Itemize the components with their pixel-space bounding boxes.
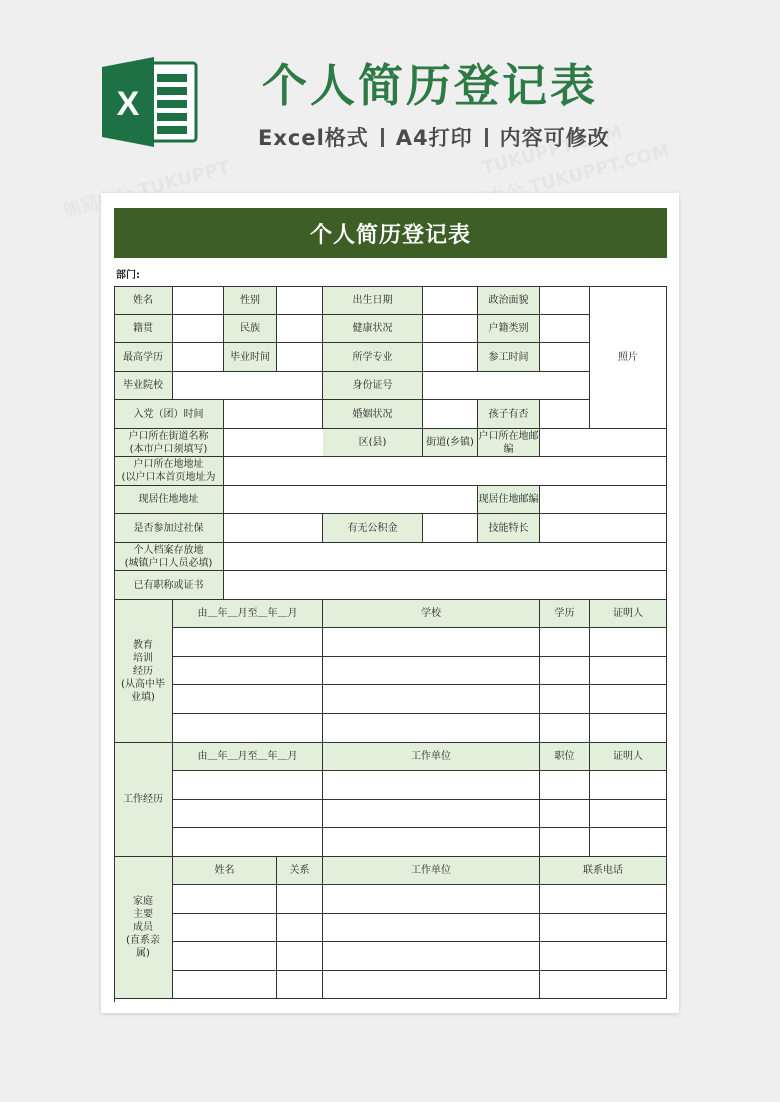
label-hukou-street: [114, 429, 224, 457]
label-health-text: 健康状况: [352, 323, 393, 334]
education-row-cell[interactable]: [323, 657, 540, 685]
input-hukou-address[interactable]: [224, 457, 667, 486]
education-row-cell[interactable]: [590, 685, 667, 714]
education-row-cell[interactable]: [173, 628, 323, 657]
input-political-status[interactable]: [540, 286, 590, 315]
family-row-cell[interactable]: [277, 942, 323, 971]
department-label: 部门:: [116, 270, 140, 281]
family-header: [277, 857, 323, 885]
work-header: [540, 743, 590, 771]
label-skills-text: 技能特长: [488, 522, 529, 534]
work-header-text: 由＿年＿月至＿年＿月: [197, 751, 298, 762]
label-marital: [323, 400, 423, 429]
label-political-status: [478, 286, 540, 315]
education-header-text: 学历: [554, 608, 575, 619]
family-section-label: [114, 857, 173, 999]
label-current-zip-text: 现居住地邮编: [478, 494, 539, 505]
label-children: [478, 400, 540, 429]
label-hukou-zip: [478, 429, 540, 457]
work-header-text: 工作单位: [411, 751, 451, 762]
label-major: [323, 343, 423, 372]
label-name: [114, 286, 173, 315]
work-header-text: 职位: [554, 751, 575, 762]
label-housing-fund: [323, 514, 423, 543]
family-header-text: 姓名: [214, 865, 235, 876]
work-row-cell[interactable]: [173, 828, 323, 857]
education-section-label-text: 教育 培训 经历 (从高中毕 业填): [121, 639, 165, 703]
input-birth-date[interactable]: [423, 286, 478, 315]
label-education-text: 最高学历: [123, 351, 163, 363]
input-id-number[interactable]: [423, 372, 590, 400]
label-major-text: 所学专业: [352, 351, 393, 363]
label-archive: [114, 543, 224, 571]
label-social-security: [114, 514, 224, 543]
label-birth-date: [323, 286, 423, 315]
education-row-cell[interactable]: [173, 685, 323, 714]
education-section-label: [114, 600, 173, 743]
separator: [381, 128, 384, 147]
family-row-cell[interactable]: [173, 885, 277, 914]
input-native-place[interactable]: [173, 315, 224, 343]
education-row-cell[interactable]: [590, 628, 667, 657]
education-header: [173, 600, 323, 628]
family-row-cell[interactable]: [540, 942, 667, 971]
family-row-cell[interactable]: [323, 885, 540, 914]
work-row-cell[interactable]: [540, 771, 590, 800]
input-graduation-time[interactable]: [277, 343, 323, 372]
label-hukou-address: [114, 457, 224, 486]
label-birth-date-text: 出生日期: [352, 294, 393, 306]
label-hukou-address-text: 户口所在地地址 (以户口本首页地址为: [121, 459, 216, 483]
label-street: [423, 429, 478, 457]
label-district: [323, 429, 423, 457]
label-current-zip: [478, 486, 540, 514]
family-header-text: 工作单位: [411, 865, 451, 876]
work-row-cell[interactable]: [323, 828, 540, 857]
work-section-label-text: 工作经历: [123, 794, 163, 805]
svg-text:X: X: [116, 85, 140, 123]
education-header-text: 由＿年＿月至＿年＿月: [197, 608, 298, 619]
input-current-zip[interactable]: [540, 486, 667, 514]
label-title-cert: [114, 571, 224, 600]
label-work-start-text: 参工时间: [488, 351, 529, 363]
family-header: [323, 857, 540, 885]
family-row-cell[interactable]: [173, 971, 277, 999]
education-header: [540, 600, 590, 628]
label-hukou-street-text: 户口所在街道名称 (本市户口须填写): [128, 430, 209, 455]
family-row-cell[interactable]: [540, 885, 667, 914]
label-hukou-zip-text: 户口所在地邮编: [478, 430, 539, 455]
work-row-cell[interactable]: [590, 828, 667, 857]
form-sheet: [101, 193, 679, 1013]
input-work-start[interactable]: [540, 343, 590, 372]
input-major[interactable]: [423, 343, 478, 372]
label-current-address-text: 现居住地地址: [138, 494, 199, 505]
education-row-cell[interactable]: [590, 657, 667, 685]
input-education[interactable]: [173, 343, 224, 372]
label-ethnicity: [224, 315, 277, 343]
label-name-text: 姓名: [133, 294, 153, 306]
education-row-cell[interactable]: [173, 714, 323, 743]
family-row-cell[interactable]: [173, 942, 277, 971]
education-row-cell[interactable]: [540, 714, 590, 743]
family-row-cell[interactable]: [323, 942, 540, 971]
page-title: 个人简历登记表: [262, 59, 599, 112]
work-row-cell[interactable]: [590, 771, 667, 800]
print-label: A4打印: [395, 126, 473, 150]
input-party-join[interactable]: [224, 400, 323, 429]
label-id-number-text: 身份证号: [352, 380, 393, 391]
family-row-cell[interactable]: [277, 885, 323, 914]
label-hukou-type: [478, 315, 540, 343]
format-label: Excel格式: [258, 126, 369, 150]
family-row-cell[interactable]: [540, 914, 667, 942]
label-gender-text: 性别: [240, 294, 260, 306]
label-political-status-text: 政治面貌: [488, 294, 529, 306]
input-health[interactable]: [423, 315, 478, 343]
excel-logo-icon: [102, 57, 198, 147]
work-header-text: 证明人: [613, 751, 643, 762]
label-native-place-text: 籍贯: [133, 323, 153, 334]
work-row-cell[interactable]: [173, 771, 323, 800]
input-skills[interactable]: [540, 514, 667, 543]
editable-label: 内容可修改: [499, 126, 610, 150]
label-hukou-type-text: 户籍类别: [488, 323, 529, 334]
label-party-join: [114, 400, 224, 429]
family-row-cell[interactable]: [323, 971, 540, 999]
input-school[interactable]: [173, 372, 323, 400]
label-social-security-text: 是否参加过社保: [133, 522, 204, 534]
work-section-label: [114, 743, 173, 857]
education-row-cell[interactable]: [323, 714, 540, 743]
input-name[interactable]: [173, 286, 224, 315]
education-row-cell[interactable]: [540, 685, 590, 714]
label-marital-text: 婚姻状况: [352, 408, 393, 420]
education-header-text: 学校: [421, 608, 441, 619]
input-archive[interactable]: [224, 543, 667, 571]
input-current-address[interactable]: [224, 486, 478, 514]
label-id-number: [323, 372, 423, 400]
family-header-text: 关系: [289, 865, 310, 876]
label-archive-text: 个人档案存放地 (城镇户口人员必填): [124, 544, 213, 569]
family-row-cell[interactable]: [540, 971, 667, 999]
input-marital[interactable]: [423, 400, 478, 429]
label-work-start: [478, 343, 540, 372]
label-ethnicity-text: 民族: [240, 323, 260, 334]
label-district-text: 区(县): [358, 437, 387, 448]
label-graduation-time-text: 毕业时间: [230, 351, 270, 363]
work-header: [173, 743, 323, 771]
input-social-security[interactable]: [224, 514, 323, 543]
label-native-place: [114, 315, 173, 343]
work-row-cell[interactable]: [323, 771, 540, 800]
input-housing-fund[interactable]: [423, 514, 478, 543]
label-street-text: 街道(乡镇): [426, 437, 474, 448]
photo-box-text: 照片: [618, 351, 638, 363]
separator: [485, 128, 488, 147]
work-header: [590, 743, 667, 771]
work-row-cell[interactable]: [173, 800, 323, 828]
input-hukou-zip[interactable]: [540, 429, 667, 457]
family-row-cell[interactable]: [277, 914, 323, 942]
label-school-text: 毕业院校: [123, 380, 163, 391]
family-header: [540, 857, 667, 885]
label-health: [323, 315, 423, 343]
label-party-join-text: 入党（团）时间: [133, 408, 204, 420]
label-graduation-time: [224, 343, 277, 372]
education-row-cell[interactable]: [540, 657, 590, 685]
form-banner: 个人简历登记表: [114, 208, 667, 258]
input-title-cert[interactable]: [224, 571, 667, 600]
label-children-text: 孩子有否: [488, 408, 529, 420]
label-title-cert-text: 已有职称或证书: [133, 579, 204, 591]
work-header: [323, 743, 540, 771]
family-row-cell[interactable]: [173, 914, 277, 942]
education-row-cell[interactable]: [540, 628, 590, 657]
work-row-cell[interactable]: [540, 828, 590, 857]
page-subtitle: [258, 122, 610, 154]
family-row-cell[interactable]: [277, 971, 323, 999]
education-row-cell[interactable]: [323, 628, 540, 657]
input-children[interactable]: [540, 400, 590, 429]
family-row-cell[interactable]: [323, 914, 540, 942]
work-row-cell[interactable]: [540, 800, 590, 828]
education-row-cell[interactable]: [173, 657, 323, 685]
label-current-address: [114, 486, 224, 514]
label-housing-fund-text: 有无公积金: [347, 522, 398, 534]
education-header: [323, 600, 540, 628]
education-row-cell[interactable]: [590, 714, 667, 743]
label-education: [114, 343, 173, 372]
label-skills: [478, 514, 540, 543]
education-header-text: 证明人: [613, 608, 643, 619]
work-row-cell[interactable]: [323, 800, 540, 828]
work-row-cell[interactable]: [590, 800, 667, 828]
input-gender[interactable]: [277, 286, 323, 315]
photo-box[interactable]: [590, 286, 667, 429]
label-school: [114, 372, 173, 400]
family-header: [173, 857, 277, 885]
input-ethnicity[interactable]: [277, 315, 323, 343]
label-gender: [224, 286, 277, 315]
family-section-label-text: 家庭 主要 成员 (直系亲 属): [126, 896, 160, 959]
input-hukou-type[interactable]: [540, 315, 590, 343]
education-header: [590, 600, 667, 628]
family-header-text: 联系电话: [583, 865, 623, 876]
education-row-cell[interactable]: [323, 685, 540, 714]
